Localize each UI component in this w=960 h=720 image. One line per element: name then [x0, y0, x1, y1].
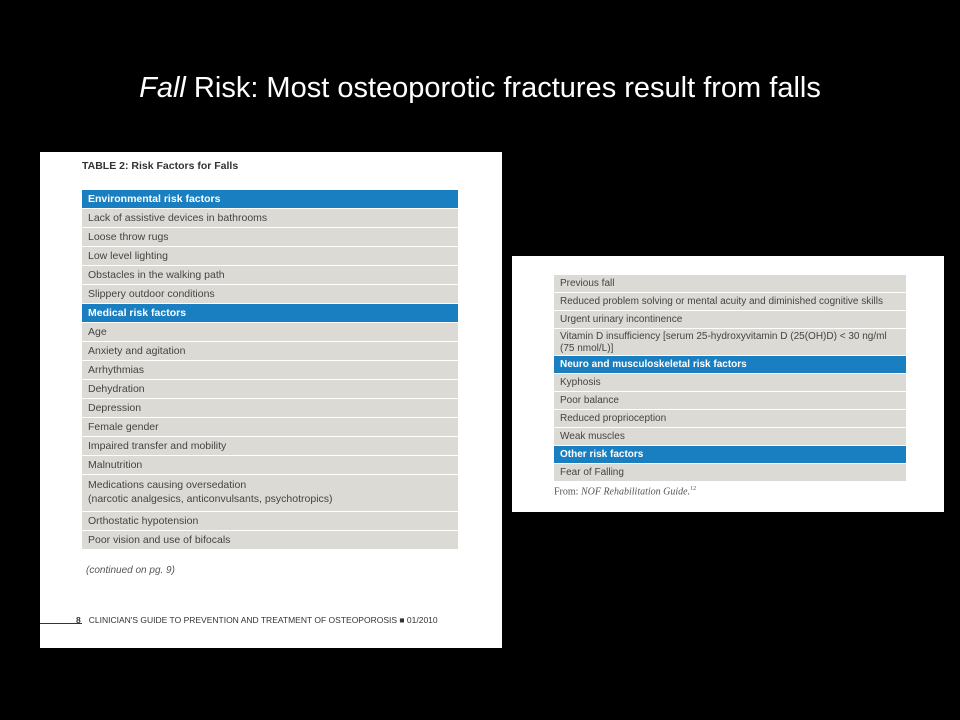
source-ref: 12	[690, 486, 697, 492]
table-section-header: Neuro and musculoskeletal risk factors	[554, 356, 906, 374]
table-row: Slippery outdoor conditions	[82, 285, 458, 304]
table-row: Lack of assistive devices in bathrooms	[82, 209, 458, 228]
footer-text: CLINICIAN'S GUIDE TO PREVENTION AND TREATMENT OF OSTEOPOROSIS ■ 01/2010	[88, 615, 438, 625]
table-row: Kyphosis	[554, 374, 906, 392]
slide-title-rest: Risk: Most osteoporotic fractures result from falls	[185, 72, 821, 104]
slide-title	[0, 72, 960, 105]
slide-title-italic: Fall	[139, 72, 186, 104]
page-footer	[76, 615, 438, 625]
left-risk-table	[82, 190, 458, 550]
table-row: Obstacles in the walking path	[82, 266, 458, 285]
table-row: Impaired transfer and mobility	[82, 437, 458, 456]
page-number: 8	[76, 615, 81, 625]
table-row: Poor vision and use of bifocals	[82, 531, 458, 550]
left-page-image	[40, 152, 502, 648]
table-row: Arrhythmias	[82, 361, 458, 380]
table-row: Reduced problem solving or mental acuity and diminished cognitive skills	[554, 293, 906, 311]
source-prefix: From:	[554, 486, 581, 498]
table-row: Loose throw rugs	[82, 228, 458, 247]
source-title: NOF Rehabilitation Guide.	[580, 486, 691, 498]
table-row: Depression	[82, 399, 458, 418]
table-row: Urgent urinary incontinence	[554, 311, 906, 329]
table-row: Low level lighting	[82, 247, 458, 266]
table-row: Fear of Falling	[554, 464, 906, 482]
source-citation	[554, 486, 696, 497]
table-row: Previous fall	[554, 275, 906, 293]
right-risk-table	[554, 275, 906, 482]
right-page-image	[512, 256, 944, 512]
table-row: Age	[82, 323, 458, 342]
continued-note: (continued on pg. 9)	[86, 565, 175, 576]
table-row: Female gender	[82, 418, 458, 437]
table-row: Reduced proprioception	[554, 410, 906, 428]
table-row: Malnutrition	[82, 456, 458, 475]
table-section-header: Other risk factors	[554, 446, 906, 464]
table-row: Weak muscles	[554, 428, 906, 446]
table-row: Orthostatic hypotension	[82, 512, 458, 531]
table-row: Medications causing oversedation (narcotic analgesics, anticonvulsants, psychotropics)	[82, 475, 458, 512]
table-row: Dehydration	[82, 380, 458, 399]
table-section-header: Environmental risk factors	[82, 190, 458, 209]
table-row: Vitamin D insufficiency [serum 25-hydroxyvitamin D (25(OH)D) < 30 ng/ml (75 nmol/L)]	[554, 329, 906, 356]
table-caption: TABLE 2: Risk Factors for Falls	[82, 160, 239, 172]
table-row: Poor balance	[554, 392, 906, 410]
table-section-header: Medical risk factors	[82, 304, 458, 323]
table-row: Anxiety and agitation	[82, 342, 458, 361]
